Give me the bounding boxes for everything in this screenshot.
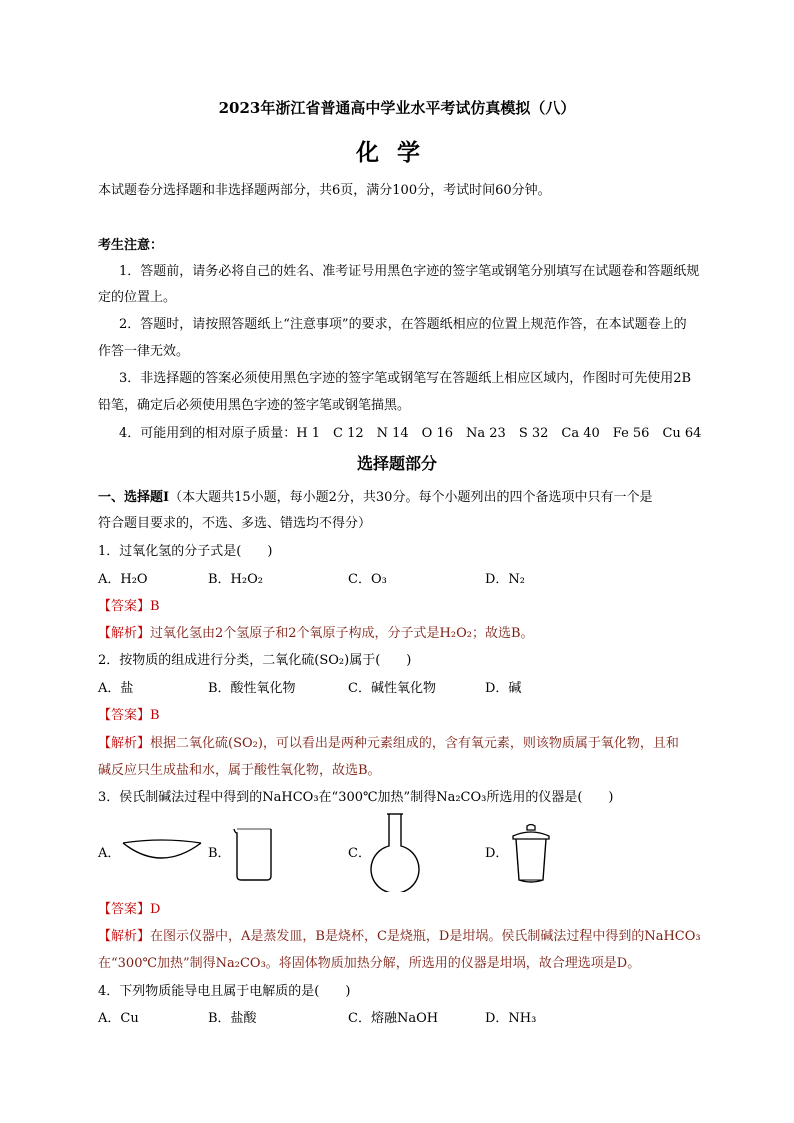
notice-item-3-line-1: 3．非选择题的答案必须使用黑色字迹的签字笔或钢笔写在答题纸上相应区域内，作图时可先使用2B	[119, 371, 692, 386]
q4-stem: 4．下列物质能导电且属于电解质的是( )	[98, 984, 351, 999]
part1-header	[98, 489, 652, 507]
part1-desc-line-1: （本大题共15小题，每小题2分，共30分。每个小题列出的四个备选项中只有一个是	[169, 490, 653, 505]
notice-item-4: 4．可能用到的相对原子质量：H 1 C 12 N 14 O 16 Na 23 S 32 Ca 40 Fe 56 Cu 64	[119, 426, 702, 441]
answer-tag: 【答案】	[98, 902, 151, 917]
beaker-icon	[230, 826, 276, 882]
notice-item-1-line-2: 定的位置上。	[98, 290, 177, 305]
explain-tag: 【解析】	[98, 626, 151, 641]
q1-option-c: C．O₃	[348, 572, 387, 587]
q3-stem: 3．侯氏制碱法过程中得到的NaHCO₃在“300℃加热”制得Na₂CO₃所选用的仪器是( )	[98, 790, 614, 805]
q4-option-c: C．熔融NaOH	[348, 1011, 439, 1026]
q2-option-b: B．酸性氧化物	[208, 681, 296, 696]
part1-label: 一、选择题Ⅰ	[98, 490, 170, 505]
part1-desc-line-2: 符合题目要求的，不选、多选、错选均不得分）	[98, 516, 372, 531]
q1-answer	[98, 598, 160, 616]
q4-option-b: B．盐酸	[208, 1011, 257, 1026]
q4-option-d: D．NH₃	[485, 1011, 537, 1026]
q2-answer	[98, 707, 160, 725]
q3-answer	[98, 901, 160, 919]
notice-heading: 考生注意：	[98, 238, 164, 253]
explain-tag: 【解析】	[98, 929, 151, 944]
answer-tag: 【答案】	[98, 599, 151, 614]
q1-explanation	[98, 625, 534, 643]
q3-option-d: D．	[485, 846, 509, 861]
q1-option-d: D．N₂	[485, 572, 526, 587]
q1-stem: 1．过氧化氢的分子式是( )	[98, 544, 273, 559]
q2-explanation-text-1: 根据二氧化硫(SO₂)，可以看出是两种元素组成的，含有氧元素，则该物质属于氧化物，且和	[150, 736, 679, 751]
explain-tag: 【解析】	[98, 736, 151, 751]
subject-heading: 化学	[356, 139, 438, 166]
crucible-icon	[508, 822, 554, 886]
q2-explanation-line-2: 碱反应只生成盐和水，属于酸性氧化物，故选B。	[98, 763, 381, 778]
notice-item-1-line-1: 1．答题前，请务必将自己的姓名、准考证号用黑色字迹的签字笔或钢笔分别填写在试题卷和答题纸规	[119, 264, 700, 279]
notice-item-3-line-2: 铅笔，确定后必须使用黑色字迹的签字笔或钢笔描黑。	[98, 398, 411, 413]
round-bottom-flask-icon	[369, 812, 421, 892]
q2-option-d: D．碱	[485, 681, 522, 696]
section-title: 选择题部分	[356, 454, 437, 473]
q3-option-c: C．	[348, 846, 371, 861]
notice-item-2-line-2: 作答一律无效。	[98, 344, 190, 359]
answer-tag: 【答案】	[98, 708, 151, 723]
q3-answer-value: D	[150, 902, 161, 917]
q3-explanation-line-1	[98, 928, 701, 946]
q4-option-a: A．Cu	[98, 1011, 139, 1026]
exam-title: 2023年浙江省普通高中学业水平考试仿真模拟（八）	[218, 99, 576, 117]
q2-explanation-line-1	[98, 735, 679, 753]
evaporating-dish-icon	[121, 836, 203, 864]
q2-option-a: A．盐	[98, 681, 134, 696]
q2-answer-value: B	[150, 708, 160, 723]
q3-option-b: B．	[208, 846, 231, 861]
q3-explanation-line-2: 在“300℃加热”制得Na₂CO₃。将固体物质加热分解，所选用的仪器是坩埚，故合理选项是D。	[98, 956, 641, 971]
q3-explanation-text-1: 在图示仪器中，A是蒸发皿，B是烧杯，C是烧瓶，D是坩埚。侯氏制碱法过程中得到的NaHCO₃	[150, 929, 701, 944]
q1-option-b: B．H₂O₂	[208, 572, 263, 587]
q1-explanation-text: 过氧化氢由2个氢原子和2个氧原子构成，分子式是H₂O₂；故选B。	[150, 626, 534, 641]
q1-answer-value: B	[150, 599, 160, 614]
q1-option-a: A．H₂O	[98, 572, 148, 587]
exam-intro: 本试题卷分选择题和非选择题两部分，共6页，满分100分，考试时间60分钟。	[98, 183, 551, 198]
q2-option-c: C．碱性氧化物	[348, 681, 436, 696]
q2-stem: 2．按物质的组成进行分类，二氧化硫(SO₂)属于( )	[98, 653, 412, 668]
notice-item-2-line-1: 2．答题时，请按照答题纸上“注意事项”的要求，在答题纸相应的位置上规范作答，在本试题卷上的	[119, 317, 687, 332]
q3-option-a: A．	[98, 846, 121, 861]
